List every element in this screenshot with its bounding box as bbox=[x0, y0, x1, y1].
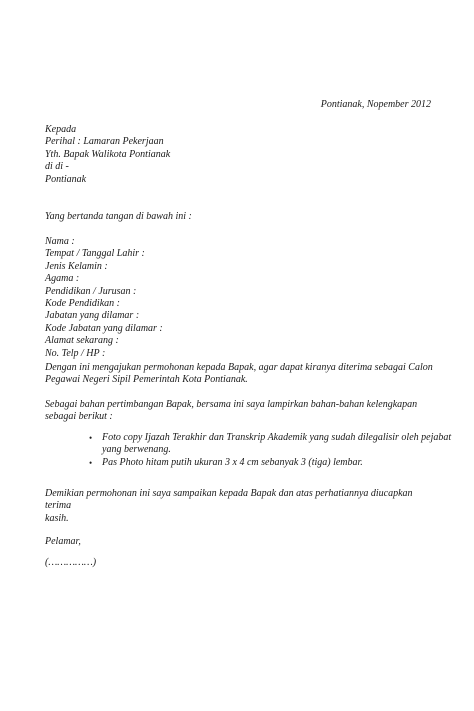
attachment-intro bbox=[45, 399, 435, 424]
recipient-address bbox=[45, 124, 435, 186]
paragraph-line: Dengan ini mengajukan permohonan kepada Bapak, agar dapat kiranya diterima sebagai Calon bbox=[45, 362, 433, 373]
request-paragraph bbox=[45, 362, 435, 387]
address-line: Perihal : Lamaran Pekerjaan bbox=[45, 136, 164, 148]
signature-placeholder: (……………) bbox=[45, 557, 97, 568]
sign-off: Pelamar, bbox=[45, 536, 81, 547]
field-education-code: Kode Pendidikan : bbox=[45, 298, 120, 310]
paragraph-line: Pegawai Negeri Sipil Pemerintah Kota Pontianak. bbox=[45, 374, 248, 386]
paragraph-line: terima bbox=[45, 500, 72, 512]
paragraph-line: kasih. bbox=[45, 512, 69, 524]
list-item-text: • Foto copy Ijazah Terakhir dan Transkrip Akademik yang sudah dilegalisir oleh pejabat bbox=[102, 432, 452, 443]
closing-paragraph bbox=[45, 488, 435, 525]
field-gender: Jenis Kelamin : bbox=[45, 260, 108, 272]
list-item bbox=[90, 457, 440, 469]
address-line: Pontianak bbox=[45, 173, 87, 185]
list-item bbox=[90, 432, 452, 457]
field-position: Jabatan yang dilamar : bbox=[45, 310, 140, 322]
address-line: Kepada bbox=[45, 124, 77, 135]
list-item-text: • Pas Photo hitam putih ukuran 3 x 4 cm sebanyak 3 (tiga) lembar. bbox=[102, 456, 363, 468]
field-name: Nama : bbox=[45, 236, 75, 247]
paragraph-line: sebagai berikut : bbox=[45, 411, 113, 423]
field-religion: Agama : bbox=[45, 273, 80, 285]
paragraph-line: Sebagai bahan pertimbangan Bapak, bersama ini saya lampirkan bahan-bahan kelengkapan bbox=[45, 399, 418, 410]
list-item-text: yang berwenang. bbox=[102, 444, 171, 456]
field-position-code: Kode Jabatan yang dilamar : bbox=[45, 322, 163, 334]
applicant-fields bbox=[45, 236, 435, 360]
opening-statement: Yang bertanda tangan di bawah ini : bbox=[45, 211, 192, 222]
letter-date: Pontianak, Nopember 2012 bbox=[320, 99, 431, 110]
field-birth: Tempat / Tanggal Lahir : bbox=[45, 248, 145, 260]
paragraph-line: Demikian permohonan ini saya sampaikan kepada Bapak dan atas perhatiannya diucapkan bbox=[45, 488, 413, 499]
address-line: di di - bbox=[45, 161, 69, 173]
field-education: Pendidikan / Jurusan : bbox=[45, 285, 137, 297]
address-line: Yth. Bapak Walikota Pontianak bbox=[45, 148, 171, 160]
attachment-list bbox=[90, 432, 452, 469]
field-phone: No. Telp / HP : bbox=[45, 347, 106, 359]
field-address: Alamat sekarang : bbox=[45, 335, 119, 347]
